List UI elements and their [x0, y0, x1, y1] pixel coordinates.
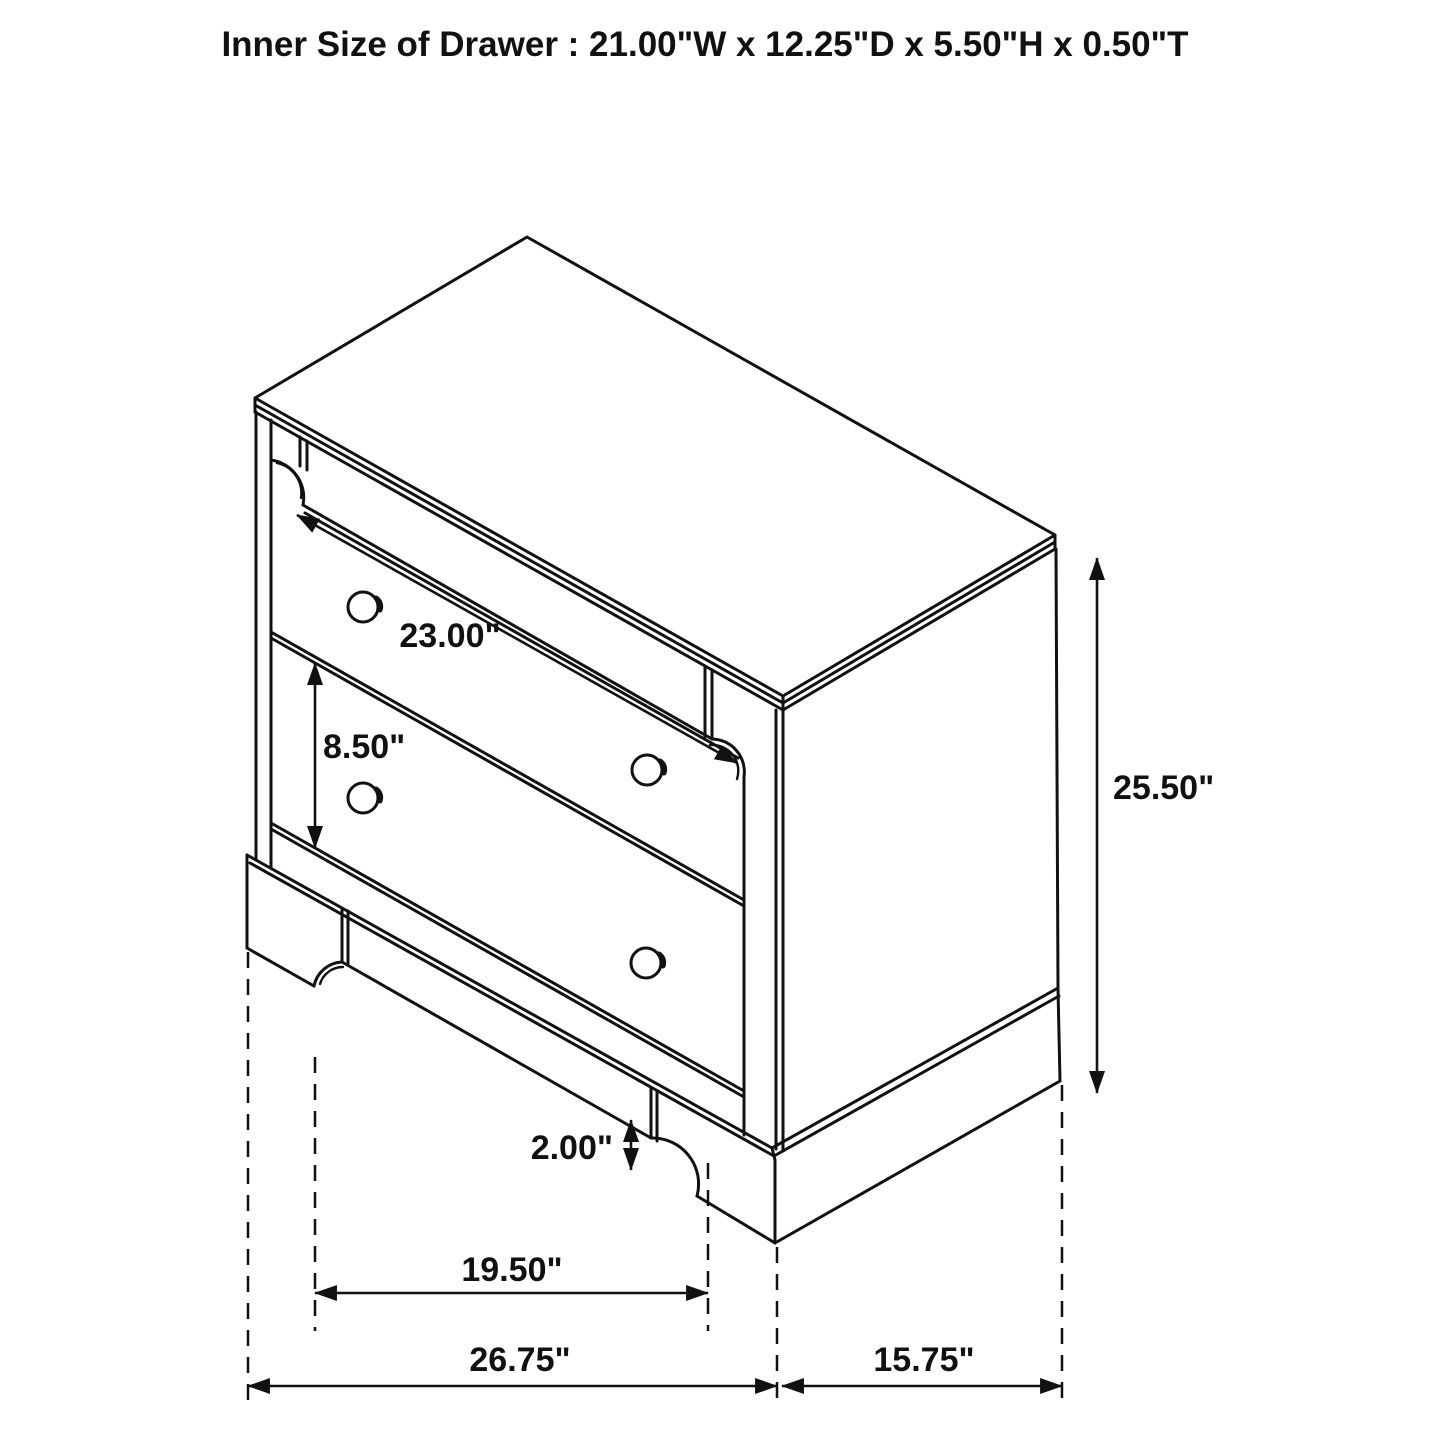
top-panel: [255, 237, 1055, 710]
base-plinth: [247, 855, 1060, 1243]
dim-label-drawer-height: 8.50": [323, 728, 406, 766]
knob-icon: [631, 948, 661, 978]
drawer-fronts: [271, 513, 744, 1097]
dim-label-overall-depth: 15.75": [873, 1341, 975, 1379]
knob-icon: [348, 783, 378, 813]
page-title: Inner Size of Drawer : 21.00"W x 12.25"D x 5.50"H x 0.50"T: [221, 25, 1189, 64]
dim-label-overall-width: 26.75": [469, 1341, 571, 1379]
dim-label-base-height: 2.00": [530, 1129, 613, 1167]
drawer-knobs: [348, 592, 665, 978]
knob-icon: [348, 592, 378, 622]
dim-label-opening-width: 23.00": [399, 617, 501, 655]
dim-label-overall-height: 25.50": [1113, 769, 1215, 807]
dim-label-foot-span: 19.50": [461, 1251, 563, 1289]
extension-lines: [248, 952, 1062, 1408]
knob-icon: [632, 755, 662, 785]
